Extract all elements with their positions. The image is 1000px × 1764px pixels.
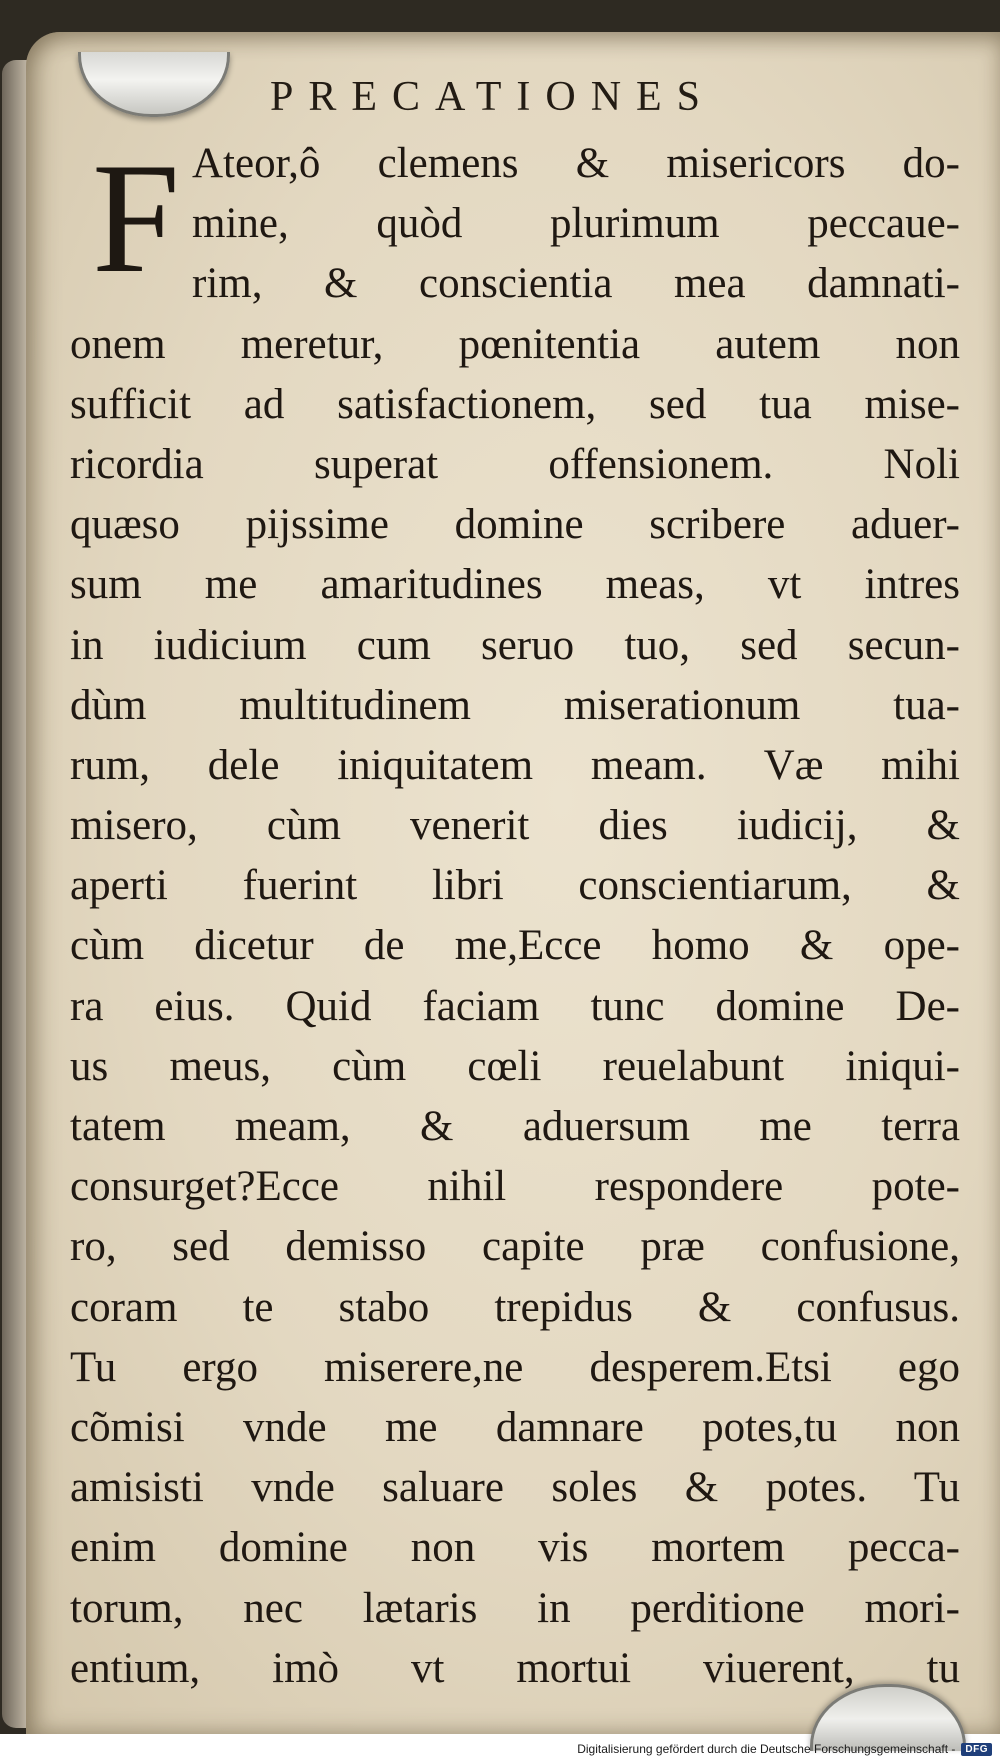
text-line: rum, dele iniquitatem meam. Væ mihi (70, 741, 960, 789)
text-line: enim domine non vis mortem pecca- (70, 1524, 960, 1572)
text-line: onem meretur, pœnitentia autem non (70, 320, 960, 368)
credit-text: Digitalisierung gefördert durch die Deutsche Forschungsgemeinschaft - (577, 1742, 956, 1756)
text-line: coram te stabo trepidus & confusus. (70, 1283, 960, 1331)
text-line: amisisti vnde saluare soles & potes. Tu (70, 1464, 960, 1512)
text-line: misero, cùm venerit dies iudicij, & (70, 802, 960, 850)
text-line: cùm dicetur de me,Ecce homo & ope- (70, 922, 960, 970)
text-line: ro, sed demisso capite præ confusione, (70, 1223, 960, 1271)
text-line: sum me amaritudines meas, vt intres (70, 561, 960, 609)
text-line: cõmisi vnde me damnare potes,tu non (70, 1403, 960, 1451)
text-line: rim, & conscientia mea damnati- (192, 260, 960, 308)
text-line: entium, imò vt mortui viuerent, tu (70, 1644, 960, 1692)
running-head: PRECATIONES (270, 74, 716, 120)
text-line: mine, quòd plurimum peccaue- (192, 200, 960, 248)
text-line: sufficit ad satisfactionem, sed tua mise- (70, 380, 960, 428)
text-line: aperti fuerint libri conscientiarum, & (70, 862, 960, 910)
text-line: tatem meam, & aduersum me terra (70, 1103, 960, 1150)
text-line: consurget?Ecce nihil respondere pote- (70, 1163, 960, 1211)
decorated-initial: F (92, 131, 180, 306)
text-line: in iudicium cum seruo tuo, sed secun- (70, 621, 960, 669)
prayer-text (70, 131, 960, 1699)
text-line: torum, nec lætaris in perditione mori- (70, 1584, 960, 1632)
text-line: Ateor,ô clemens & misericors do- (192, 140, 960, 187)
text-line: quæso pijssime domine scribere aduer- (70, 501, 960, 549)
text-line: us meus, cùm cœli reuelabunt iniqui- (70, 1042, 960, 1090)
text-line: ricordia superat offensionem. Noli (70, 440, 960, 488)
text-line: ra eius. Quid faciam tunc domine De- (70, 982, 960, 1030)
digitization-credit (577, 1742, 992, 1756)
dfg-logo: DFG (961, 1743, 992, 1756)
text-line: Tu ergo miserere,ne desperem.Etsi ego (70, 1343, 960, 1391)
text-line: dùm multitudinem miserationum tua- (70, 681, 960, 729)
